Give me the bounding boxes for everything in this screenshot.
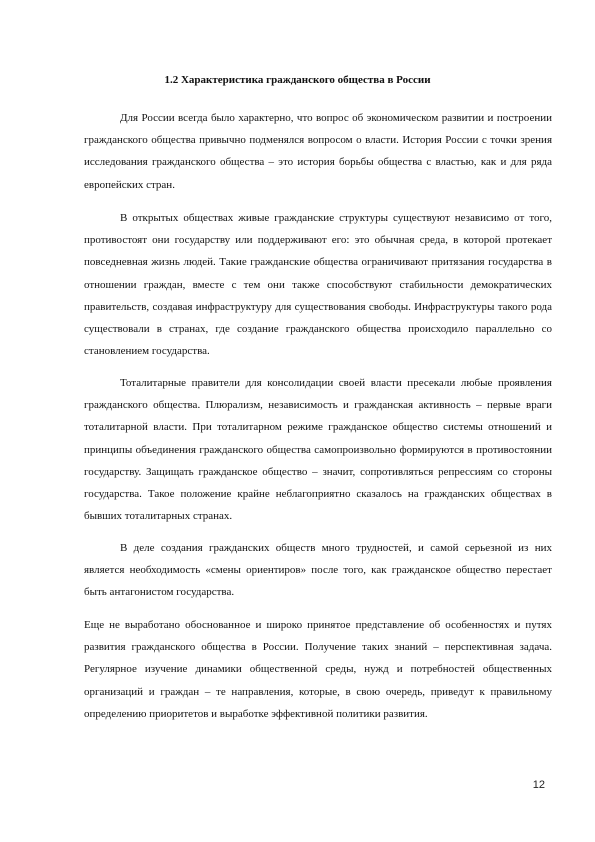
paragraph-2: В открытых обществах живые гражданские структуры существуют независимо от того, противостоят они государству или поддерживают его: это обычная среда, в которой протекает повседневная жизнь людей. Такие гражданские общества ограничивают притязания государства в отношении граждан, вместе с тем они также способствуют стабильности демократических правительств, создавая инфраструктуру для существования свободы. Инфраструктуры такого рода существовали в странах, где создание гражданского общества происходило параллельно со становлением государства. <box>84 212 552 358</box>
paragraph-1: Для России всегда было характерно, что вопрос об экономическом развитии и построении гражданского общества привычно подменялся вопросом о власти. История России с точки зрения исследования гражданского общества – это история борьбы общества с властью, как и для ряда европейских стран. <box>84 112 552 191</box>
paragraph-3: Тоталитарные правители для консолидации своей власти пресекали любые проявления гражданского общества. Плюрализм, независимость и гражданская активность – первые враги тоталитарной власти. При тоталитарном режиме гражданское общество системы отношений и принципы объединения гражданского общества самопроизвольно формируются в противостоянии государству. Защищать гражданское общество – значит, сопротивляться репрессиям со стороны государства. Такое положение крайне неблагоприятно сказалось на гражданских обществах в бывших тоталитарных странах. <box>84 377 552 523</box>
paragraph-5: Еще не выработано обоснованное и широко принятое представление об особенностях и путях развития гражданского общества в России. Получение таких знаний – перспективная задача. Регулярное изучение динамики общественной среды, нужд и потребностей общественных организаций и граждан – те направления, которые, в свою очередь, приведут к правильному определению приоритетов и выработке эффективной политики развития. <box>84 619 552 720</box>
paragraph-4: В деле создания гражданских обществ много трудностей, и самой серьезной из них является необходимость «смены ориентиров» после того, как гражданское общество перестает быть антагонистом государства. <box>84 542 552 599</box>
section-heading: 1.2 Характеристика гражданского общества в России <box>164 74 431 86</box>
page-number: 12 <box>532 779 545 791</box>
